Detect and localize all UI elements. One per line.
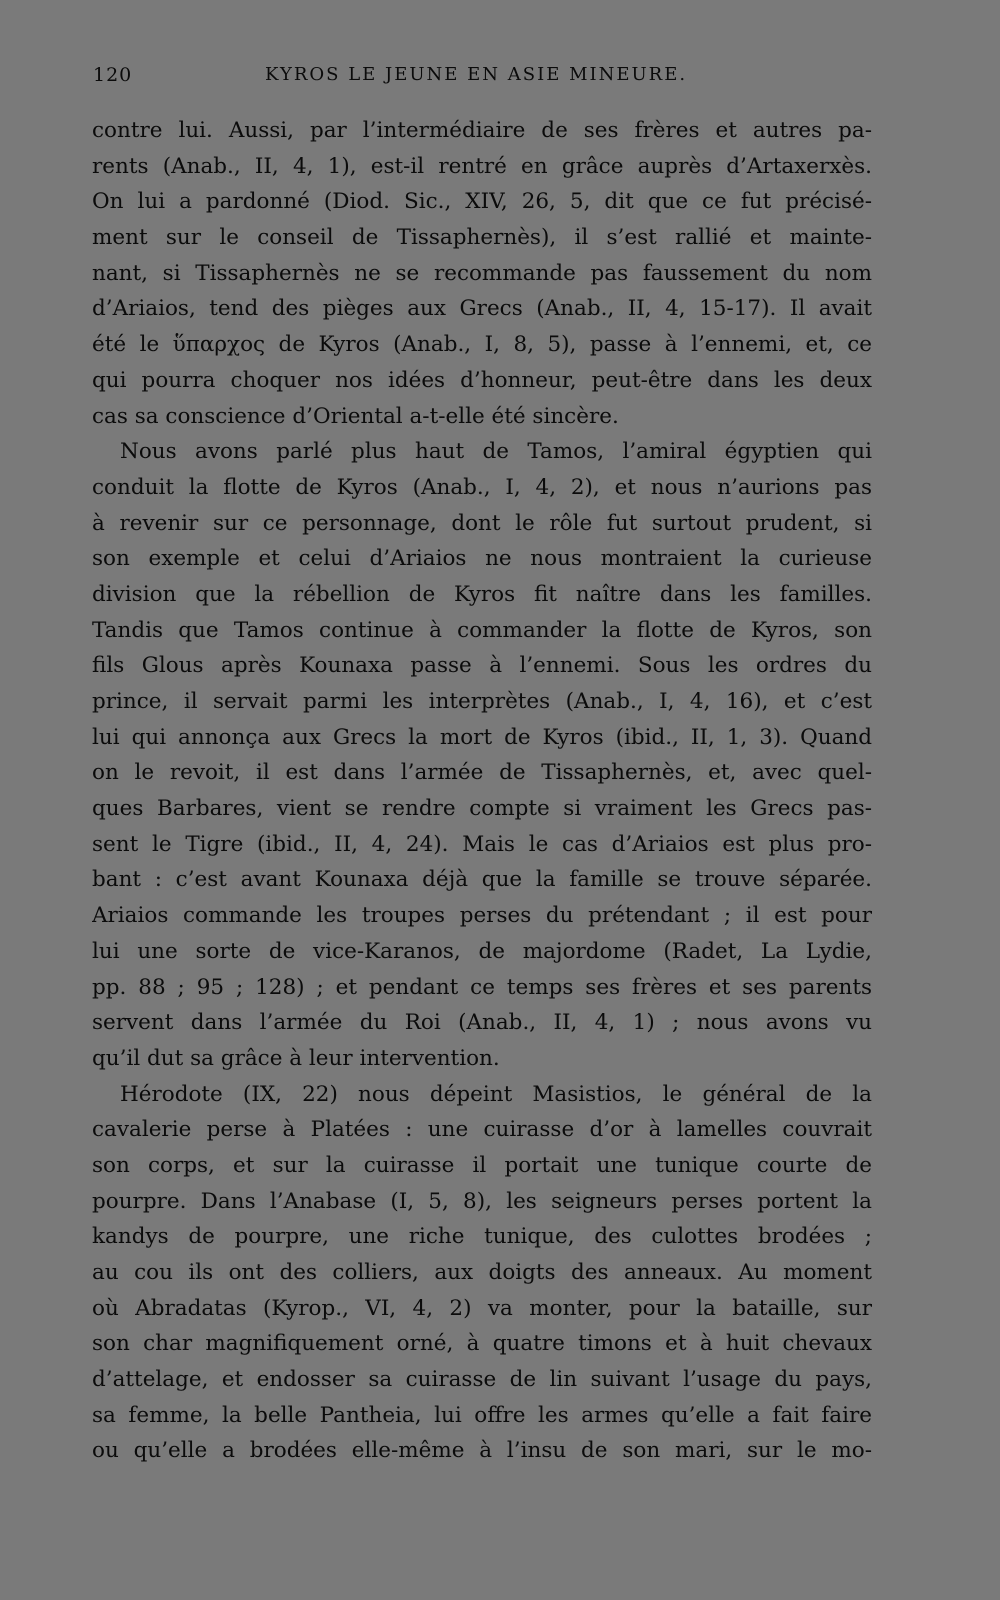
text-line: kandys de pourpre, une riche tunique, des culottes brodées ;	[92, 1224, 872, 1250]
text-line: qui pourra choquer nos idées d’honneur, peut-être dans les deux	[92, 367, 872, 393]
text-line: d’attelage, et endosser sa cuirasse de lin suivant l’usage du pays,	[92, 1367, 872, 1393]
paragraph-first-line: Hérodote (IX, 22) nous dépeint Masistios, le général de la	[120, 1081, 872, 1107]
text-line: nant, si Tissaphernès ne se recommande pas faussement du nom	[92, 260, 872, 286]
running-head-title: KYROS LE JEUNE EN ASIE MINEURE.	[265, 64, 688, 85]
text-line: à revenir sur ce personnage, dont le rôle fut surtout prudent, si	[92, 510, 872, 536]
paragraph-last-line: cas sa conscience d’Oriental a-t-elle été sincère.	[92, 403, 619, 429]
text-line: son corps, et sur la cuirasse il portait une tunique courte de	[92, 1152, 872, 1178]
text-line: On lui a pardonné (Diod. Sic., XIV, 26, 5, dit que ce fut précisé-	[92, 189, 872, 215]
text-line: rents (Anab., II, 4, 1), est-il rentré en grâce auprès d’Artaxerxès.	[92, 153, 872, 179]
running-head	[93, 64, 873, 94]
page-number: 120	[93, 64, 133, 86]
text-line: pp. 88 ; 95 ; 128) ; et pendant ce temps ses frères et ses parents	[92, 974, 872, 1000]
text-line: on le revoit, il est dans l’armée de Tissaphernès, et, avec quel-	[92, 760, 872, 786]
text-line: où Abradatas (Kyrop., VI, 4, 2) va monter, pour la bataille, sur	[92, 1295, 872, 1321]
body-text	[92, 113, 872, 1469]
text-line: servent dans l’armée du Roi (Anab., II, 4, 1) ; nous avons vu	[92, 1010, 872, 1036]
text-line: d’Ariaios, tend des pièges aux Grecs (Anab., II, 4, 15-17). Il avait	[92, 296, 872, 322]
paragraph-first-line: Nous avons parlé plus haut de Tamos, l’amiral égyptien qui	[120, 439, 872, 465]
text-line: lui une sorte de vice-Karanos, de majordome (Radet, La Lydie,	[92, 938, 872, 964]
text-line: Ariaios commande les troupes perses du prétendant ; il est pour	[92, 903, 872, 929]
text-line: division que la rébellion de Kyros fit naître dans les familles.	[92, 581, 872, 607]
text-line: ques Barbares, vient se rendre compte si vraiment les Grecs pas-	[92, 796, 872, 822]
text-line: au cou ils ont des colliers, aux doigts des anneaux. Au moment	[92, 1260, 872, 1285]
text-line: été le ὕπαρχος de Kyros (Anab., I, 8, 5), passe à l’ennemi, et, ce	[92, 332, 872, 358]
text-line: conduit la flotte de Kyros (Anab., I, 4, 2), et nous n’aurions pas	[92, 474, 872, 500]
text-line: contre lui. Aussi, par l’intermédiaire de ses frères et autres pa-	[92, 118, 872, 143]
paragraph-last-line: qu’il dut sa grâce à leur intervention.	[92, 1045, 500, 1071]
text-line: lui qui annonça aux Grecs la mort de Kyros (ibid., II, 1, 3). Quand	[92, 724, 872, 750]
text-line: son exemple et celui d’Ariaios ne nous montraient la curieuse	[92, 546, 872, 572]
text-line: Tandis que Tamos continue à commander la flotte de Kyros, son	[92, 617, 872, 643]
text-line: ment sur le conseil de Tissaphernès), il s’est rallié et mainte-	[92, 225, 872, 251]
text-line: cavalerie perse à Platées : une cuirasse d’or à lamelles couvrait	[92, 1117, 872, 1143]
text-line: son char magnifiquement orné, à quatre timons et à huit chevaux	[92, 1331, 872, 1357]
text-line: fils Glous après Kounaxa passe à l’ennemi. Sous les ordres du	[92, 653, 872, 679]
text-line: sent le Tigre (ibid., II, 4, 24). Mais le cas d’Ariaios est plus pro-	[92, 831, 872, 857]
text-line: bant : c’est avant Kounaxa déjà que la famille se trouve séparée.	[92, 867, 872, 893]
text-line: sa femme, la belle Pantheia, lui offre les armes qu’elle a fait faire	[92, 1402, 872, 1428]
text-line: prince, il servait parmi les interprètes (Anab., I, 4, 16), et c’est	[92, 689, 872, 714]
text-line: pourpre. Dans l’Anabase (I, 5, 8), les seigneurs perses portent la	[92, 1188, 872, 1214]
text-line: ou qu’elle a brodées elle-même à l’insu de son mari, sur le mo-	[92, 1438, 872, 1464]
